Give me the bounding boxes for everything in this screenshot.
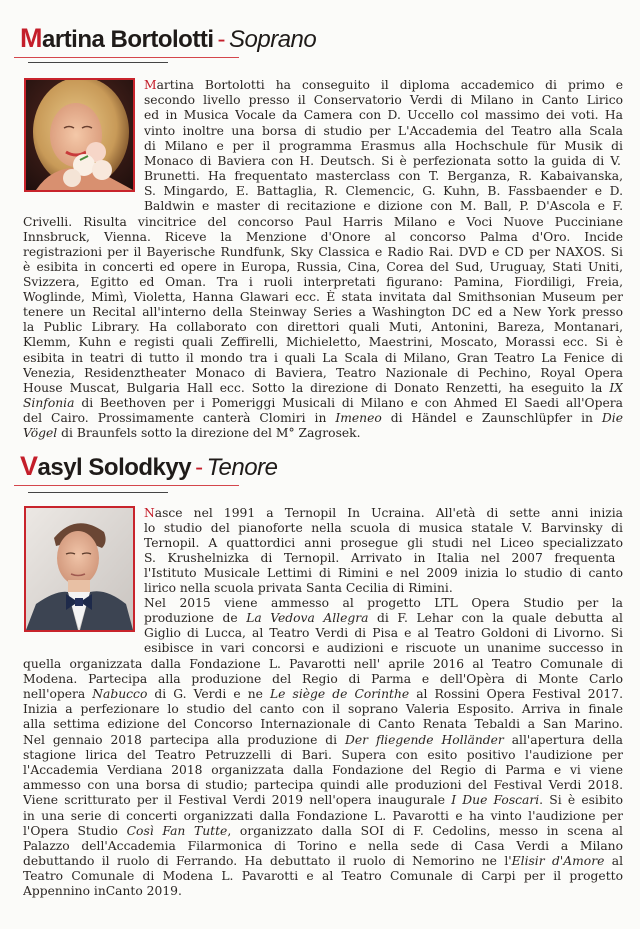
bio-line: [144, 108, 623, 123]
section-title: [20, 24, 316, 54]
line-text: , organizzato dalla SOI di F. Cedolins, messo in scena al: [227, 824, 623, 838]
bio-line: [144, 536, 623, 551]
line-text: debuttando il ruolo di Ferrando. Ha debuttato il ruolo di Nemorino ne l': [23, 854, 512, 868]
bio-line: [23, 717, 623, 732]
italic-title: Imeneo: [335, 411, 382, 425]
bio-line: [23, 215, 623, 230]
line-text: stagione lirica del Teatro Petruzzelli di Bari. Supera con esito positivo l'audizione per: [23, 748, 623, 762]
line-text: Monaco di Baviera con H. Deutsch. Si è perfezionata sotto la guida di V.: [144, 154, 621, 168]
bio-line: [23, 351, 623, 366]
bio-line: [144, 78, 623, 93]
bio-line: [23, 230, 623, 245]
title-underline-dark: [28, 62, 168, 63]
line-text: vinto inoltre una borsa di studio per L'Accademia del Teatro alla Scala: [144, 124, 623, 138]
line-text: di F. Lehar con la quale debutta al: [368, 611, 623, 625]
bio-line: [144, 581, 623, 596]
italic-title: La Vedova Allegra: [246, 611, 369, 625]
italic-title: Der fliegende Holländer: [345, 733, 504, 747]
bio-line: [23, 778, 623, 793]
line-text: produzione de: [144, 611, 247, 625]
bio-line: [23, 335, 623, 350]
artist-name: asyl Solodkyy: [37, 454, 192, 481]
title-underline-red: [14, 57, 239, 58]
line-text: è esibita in concerti ed opere in Europa, Russia, Cina, Corea del Sud, Uruguay, Stati Uniti,: [23, 260, 623, 274]
bio-line: [23, 687, 623, 702]
line-text: asce nel 1991 a Ternopil In Ucraina. All'età di sette anni inizia: [154, 506, 623, 520]
italic-title: Elisir d'Amore: [511, 854, 605, 868]
bio-line: [144, 199, 623, 214]
line-text: ed in Musica Vocale da Camera con D. Uccello col massimo dei voti. Ha: [144, 108, 623, 122]
line-text: Appennino inCanto 2019.: [23, 884, 182, 898]
bio-line: [144, 154, 623, 169]
line-text: Venezia, Residenztheater Monaco di Baviera, Teatro Nazionale di Pechino, Royal Opera: [23, 366, 623, 380]
tenore-portrait-image: [26, 508, 133, 630]
line-text: l'Opera Studio: [23, 824, 127, 838]
italic-title: Così Fan Tutte: [126, 824, 228, 838]
line-text: Svizzera, Egitto ed Oman. Tra i ruoli interpretati figurano: Pamina, Fiordiligi, Freia,: [23, 275, 623, 289]
bio-line: [144, 506, 623, 521]
line-text: Teatro Comunale di Modena L. Pavarotti e al Teatro Comunale di Carpi per il progetto: [23, 869, 623, 883]
line-text: tenere un Recital all'interno della Steinway Series a Washington DC ed a New York presso: [23, 305, 623, 319]
bio-line: [23, 260, 623, 275]
line-text: ammesso con una borsa di studio; partecipa quindi alle produzioni del Festival Verdi 2018.: [23, 778, 623, 792]
line-text: Baldwin e master di recitazione e dizione con M. Ball, P. D'Ascola e F.: [144, 199, 623, 213]
bio-line: [23, 884, 623, 899]
bio-line: [144, 184, 623, 199]
line-text: di Beethoven per i Pomeriggi Musicali di Milano e con Ahmed El Saedi all'Opera: [74, 396, 623, 410]
bio-line: [23, 839, 623, 854]
title-underline-dark: [28, 492, 168, 493]
line-text: Crivelli. Risulta vincitrice del concorso Paul Harris Milano e Voci Nuove Pucciniane: [23, 215, 623, 229]
line-text: S. Mingardo, E. Battaglia, R. Clemencic, G. Kuhn, B. Fassbaender e D.: [144, 184, 623, 198]
bio-line: [23, 733, 623, 748]
bio-line: [23, 275, 623, 290]
line-text: esibita in teatri di tutto il mondo tra i quali La Scala di Milano, Gran Teatro La Fenice di: [23, 351, 623, 365]
line-text: l'Accademia Verdiana 2018 organizzata dalla Fondazione del Regio di Parma e vi viene: [23, 763, 623, 777]
italic-title: Le siège de Corinthe: [270, 687, 410, 701]
line-text: quella organizzata dalla Fondazione L. Pavarotti nell' aprile 2016 al Teatro Comunale di: [23, 657, 623, 671]
bio-line: [23, 411, 623, 426]
section-title: [20, 452, 277, 482]
bio-line: [23, 793, 623, 808]
bio-line: [23, 657, 623, 672]
line-text: Modena. Partecipa alla produzione del Regio di Parma e dell'Opèra di Monte Carlo: [23, 672, 623, 686]
italic-title: Vögel: [23, 426, 58, 440]
line-text: l'Istituto Musicale Lettimi di Rimini e nel 2009 inizia lo studio di canto: [144, 566, 623, 580]
drop-initial: M: [144, 78, 157, 92]
line-text: di Händel e Zaunschlüpfer in: [381, 411, 602, 425]
line-text: nell'opera: [23, 687, 93, 701]
bio-line: [144, 641, 623, 656]
bio-line: [23, 396, 623, 411]
bio-line: [144, 611, 623, 626]
line-text: di Milano e per il programma Erasmus alla Hochschule für Musik di: [144, 139, 623, 153]
bio-line: [23, 854, 623, 869]
line-text: Palazzo dell'Accademia Filarmonica di Torino e nella sede di Casa Verdi a Milano: [23, 839, 623, 853]
line-text: di G. Verdi e ne: [147, 687, 271, 701]
line-text: Woglinde, Mimì, Violetta, Hanna Glawari ecc. È stata invitata dal Smithsonian Museum per: [23, 290, 623, 304]
line-text: esibisce in vari concorsi e audizioni e riscuote un unanime successo in: [144, 641, 623, 655]
line-text: al Rossini Opera Festival 2017.: [409, 687, 623, 701]
bio-line: [23, 381, 623, 396]
bio-line: [23, 748, 623, 763]
line-text: Inizia a perfezionare lo studio del canto con il soprano Valeria Esposito. Arriva in finale: [23, 702, 623, 716]
bio-line: [23, 320, 623, 335]
italic-title: I Due Foscari: [451, 793, 540, 807]
bio-line: [144, 566, 623, 581]
bio-line: [23, 245, 623, 260]
line-text: secondo livello presso il Conservatorio Verdi di Milano in Canto Lirico: [144, 93, 623, 107]
title-dash: -: [217, 26, 225, 53]
line-text: Viene scritturato per il Festival Verdi 2019 nell'opera inaugurale: [23, 793, 452, 807]
artist-photo: [24, 78, 135, 192]
bio-line: [23, 869, 623, 884]
bio-line: [144, 124, 623, 139]
line-text: S. Krushelnizka di Ternopil. Arrivato in Italia nel 2007 frequenta: [144, 551, 616, 565]
line-text: Klemm, Kuhn e registi quali Zeffirelli, Michieletto, Maestrini, Moscato, Morassi ecc. Si è: [23, 335, 623, 349]
artist-role: Soprano: [229, 26, 317, 53]
title-underline-red: [14, 485, 239, 486]
line-text: Nel gennaio 2018 partecipa alla produzione di: [23, 733, 346, 747]
italic-title: Sinfonia: [23, 396, 75, 410]
line-text: la Public Library. Ha collaborato con direttori quali Muti, Antonini, Bareza, Montanari,: [23, 320, 623, 334]
bio-line: [23, 290, 623, 305]
italic-title: IX: [609, 381, 623, 395]
bio-line: [23, 426, 623, 441]
artist-role: Tenore: [206, 454, 278, 481]
line-text: lirico nella scuola privata Santa Cecilia di Rimini.: [144, 581, 453, 595]
bio-line: [144, 139, 623, 154]
bio-line: [23, 763, 623, 778]
soprano-portrait-image: [26, 80, 133, 190]
line-text: di Braunfels sotto la direzione del M° Zagrosek.: [57, 426, 361, 440]
line-text: Nel 2015 viene ammesso al progetto LTL Opera Studio per la: [144, 596, 623, 610]
bio-line: [144, 551, 623, 566]
line-text: . Si è esibito: [539, 793, 623, 807]
drop-initial: N: [144, 506, 155, 520]
bio-line: [23, 305, 623, 320]
line-text: Brunetti. Ha frequentato masterclass con T. Berganza, R. Kabaivanska,: [144, 169, 623, 183]
line-text: alla settima edizione del Concorso Internazionale di Canto Renata Tebaldi a San Marino.: [23, 717, 623, 731]
bio-line: [144, 93, 623, 108]
line-text: registrazioni per il Bayerische Rundfunk, Sky Classica e Radio Rai. DVD e CD per NAXOS. Si: [23, 245, 623, 259]
bio-line: [144, 626, 623, 641]
line-text: Ternopil. A quattordici anni prosegue gli studi nel Liceo specializzato: [144, 536, 623, 550]
title-initial: M: [20, 23, 42, 53]
bio-line: [23, 366, 623, 381]
bio-line: [23, 824, 623, 839]
bio-line: [144, 521, 623, 536]
italic-title: Die: [601, 411, 623, 425]
italic-title: Nabucco: [92, 687, 148, 701]
line-text: lo studio del pianoforte nella scuola di musica statale V. Barvinsky di: [144, 521, 623, 535]
line-text: Giglio di Lucca, al Teatro Verdi di Pisa e al Teatro Goldoni di Livorno. Si: [144, 626, 623, 640]
bio-line: [23, 809, 623, 824]
line-text: House Muscat, Bulgaria Hall ecc. Sotto la direzione di Donato Renzetti, ha eseguito la: [23, 381, 610, 395]
bio-line: [144, 169, 623, 184]
line-text: del Cairo. Prossimamente canterà Clomiri in: [23, 411, 336, 425]
bio-line: [23, 672, 623, 687]
title-dash: -: [195, 454, 203, 481]
title-initial: V: [20, 451, 38, 481]
bio-line: [144, 596, 623, 611]
line-text: al: [604, 854, 623, 868]
line-text: all'apertura della: [503, 733, 623, 747]
line-text: in una serie di concerti organizzati dalla Fondazione L. Pavarotti e ha vinto l'audizione per: [23, 809, 623, 823]
artist-name: artina Bortolotti: [42, 26, 214, 53]
line-text: artina Bortolotti ha conseguito il diploma accademico di primo e: [156, 78, 623, 92]
bio-line: [23, 702, 623, 717]
artist-photo: [24, 506, 135, 632]
line-text: Innsbruck, Vienna. Riceve la Menzione d'Onore al concorso Palma d'Oro. Incide: [23, 230, 623, 244]
